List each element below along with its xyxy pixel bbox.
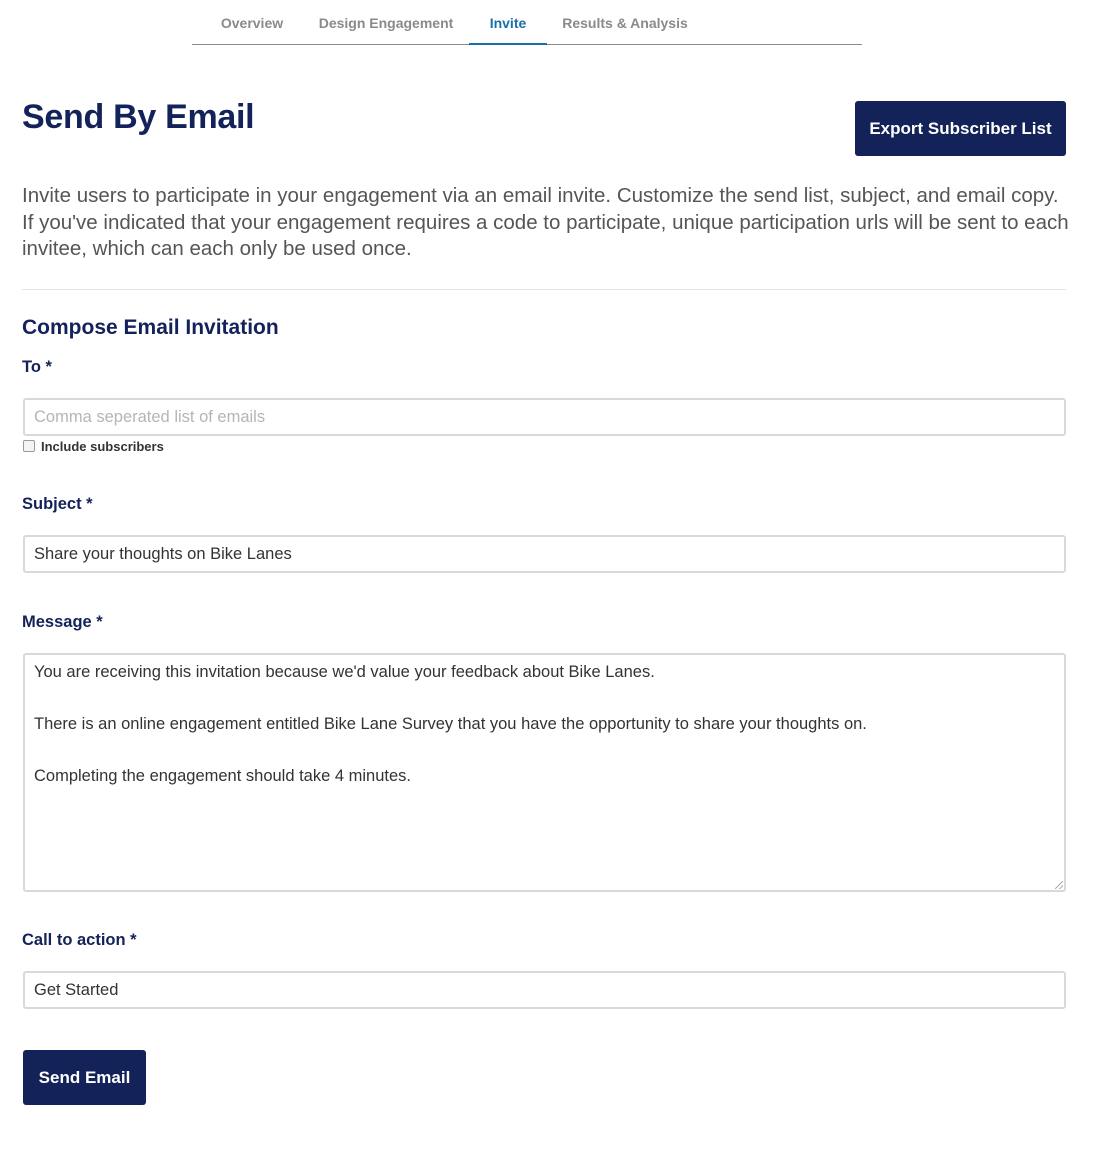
tab-overview[interactable]: Overview [220,15,284,31]
intro-text: Invite users to participate in your engagement via an email invite. Customize the send list, subject, and email copy. If you've indicated that your engagement requires a code to participate, unique participation urls will be sent to each invitee, which can each only be used once. [22,184,1069,260]
compose-section-title: Compose Email Invitation [22,316,279,339]
to-email-input[interactable] [23,398,1066,436]
tab-results-analysis[interactable]: Results & Analysis [562,15,688,31]
engagement-tabs [192,0,862,45]
to-label: To * [22,358,52,376]
include-subscribers-label: Include subscribers [41,438,164,454]
tab-invite[interactable]: Invite [469,0,547,45]
tab-design-engagement[interactable]: Design Engagement [318,15,454,31]
page-title: Send By Email [22,98,255,136]
message-textarea[interactable] [23,653,1066,892]
include-subscribers-checkbox[interactable] [23,440,35,452]
send-email-button[interactable]: Send Email [23,1050,146,1105]
subject-label: Subject * [22,495,93,513]
call-to-action-input[interactable] [23,971,1066,1009]
message-paragraph: Completing the engagement should take 4 minutes. [34,767,411,785]
subject-input[interactable] [23,535,1066,573]
message-label: Message * [22,613,103,631]
export-subscriber-list-button[interactable]: Export Subscriber List [855,101,1066,156]
message-paragraph: You are receiving this invitation because we'd value your feedback about Bike Lanes. [34,663,655,681]
message-paragraph: There is an online engagement entitled Bike Lane Survey that you have the opportunity to share your thoughts on. [34,715,867,733]
include-subscribers-row [23,438,164,454]
call-to-action-label: Call to action * [22,931,137,949]
section-divider [22,289,1066,290]
resize-handle-icon[interactable] [1055,881,1063,889]
